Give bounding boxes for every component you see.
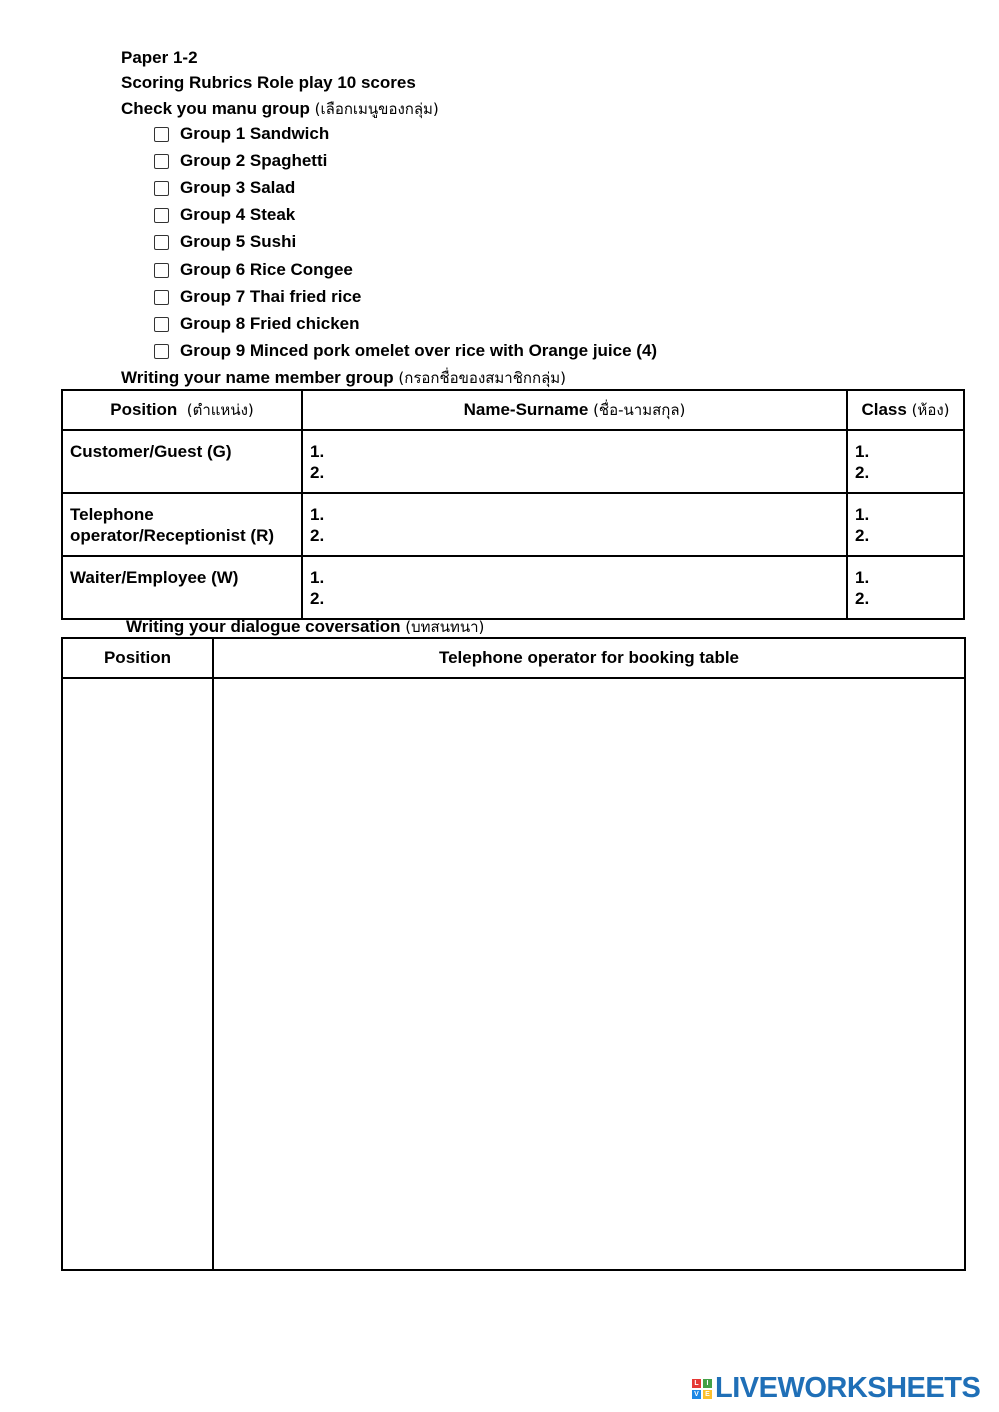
logo-block: L <box>692 1379 701 1388</box>
dialogue-heading-label: Writing your dialogue coversation <box>126 617 401 636</box>
group-label: Group 6 Rice Congee <box>180 260 353 279</box>
header-class-thai: (ห้อง) <box>911 401 950 419</box>
group-option-7[interactable] <box>154 286 361 308</box>
name-number-1: 1. <box>310 442 325 461</box>
class-input-cell[interactable] <box>847 556 964 619</box>
dialogue-heading <box>126 615 484 639</box>
table-row <box>62 556 964 619</box>
table-row <box>62 430 964 493</box>
checkbox[interactable] <box>154 235 169 250</box>
check-menu-thai: (เลือกเมนูของกลุ่ม) <box>314 100 439 118</box>
group-label: Group 7 Thai fried rice <box>180 287 362 306</box>
members-table <box>61 389 965 620</box>
class-input-cell[interactable] <box>847 493 964 556</box>
logo-block: E <box>703 1390 712 1399</box>
group-label: Group 5 Sushi <box>180 232 297 251</box>
group-option-2[interactable] <box>154 150 327 172</box>
class-number-2: 2. <box>855 526 870 545</box>
name-input-cell[interactable] <box>302 556 847 619</box>
position-line2: operator/Receptionist (R) <box>70 526 275 545</box>
position-cell <box>62 430 302 493</box>
position-cell <box>62 556 302 619</box>
group-option-5[interactable] <box>154 231 296 253</box>
members-heading-label: Writing your name member group <box>121 368 394 387</box>
checkbox[interactable] <box>154 317 169 332</box>
group-option-9[interactable] <box>154 340 657 362</box>
header-position-label: Position <box>110 400 178 419</box>
header-class-label: Class <box>861 400 907 419</box>
rubric-title: Scoring Rubrics Role play 10 scores <box>121 73 416 92</box>
checkbox[interactable] <box>154 154 169 169</box>
dialogue-table <box>61 637 966 1271</box>
name-number-2: 2. <box>310 463 325 482</box>
header-dialogue-scene: Telephone operator for booking table <box>213 638 965 678</box>
checkbox[interactable] <box>154 290 169 305</box>
checkbox[interactable] <box>154 181 169 196</box>
checkbox[interactable] <box>154 263 169 278</box>
position-cell <box>62 493 302 556</box>
paper-label: Paper 1-2 <box>121 48 198 67</box>
header-name-thai: (ชื่อ-นามสกุล) <box>593 401 686 419</box>
logo-blocks-icon <box>692 1379 712 1399</box>
table-row <box>62 493 964 556</box>
logo-block: V <box>692 1390 701 1399</box>
class-number-1: 1. <box>855 442 870 461</box>
group-option-1[interactable] <box>154 123 329 145</box>
name-number-2: 2. <box>310 589 325 608</box>
check-menu-heading <box>121 97 439 121</box>
group-option-8[interactable] <box>154 313 360 335</box>
class-input-cell[interactable] <box>847 430 964 493</box>
header-name-label: Name-Surname <box>463 400 589 419</box>
group-label: Group 1 Sandwich <box>180 124 330 143</box>
members-heading <box>121 366 566 390</box>
logo-block: I <box>703 1379 712 1388</box>
name-input-cell[interactable] <box>302 493 847 556</box>
dialogue-text-input[interactable] <box>213 678 965 1270</box>
header-name <box>302 390 847 430</box>
group-label: Group 8 Fried chicken <box>180 314 360 333</box>
name-input-cell[interactable] <box>302 430 847 493</box>
class-number-2: 2. <box>855 589 870 608</box>
position-line1: Waiter/Employee (W) <box>70 568 239 587</box>
check-menu-label: Check you manu group <box>121 99 310 118</box>
dialogue-heading-thai: (บทสนทนา) <box>405 618 485 636</box>
header-dialogue-position: Position <box>62 638 213 678</box>
checkbox[interactable] <box>154 127 169 142</box>
group-option-6[interactable] <box>154 259 353 281</box>
group-option-3[interactable] <box>154 177 295 199</box>
position-line1: Customer/Guest (G) <box>70 442 232 461</box>
name-number-1: 1. <box>310 505 325 524</box>
checkbox[interactable] <box>154 208 169 223</box>
group-label: Group 4 Steak <box>180 205 296 224</box>
class-number-1: 1. <box>855 568 870 587</box>
header-position <box>62 390 302 430</box>
name-number-1: 1. <box>310 568 325 587</box>
checkbox[interactable] <box>154 344 169 359</box>
group-label: Group 9 Minced pork omelet over rice with Orange juice (4) <box>180 341 658 360</box>
class-number-1: 1. <box>855 505 870 524</box>
header-position-thai: (ตำแหน่ง) <box>186 401 254 419</box>
position-line1: Telephone <box>70 505 154 524</box>
liveworksheets-logo <box>692 1372 980 1405</box>
dialogue-position-input[interactable] <box>62 678 213 1270</box>
name-number-2: 2. <box>310 526 325 545</box>
class-number-2: 2. <box>855 463 870 482</box>
logo-text: LIVEWORKSHEETS <box>715 1372 981 1404</box>
group-option-4[interactable] <box>154 204 295 226</box>
group-label: Group 3 Salad <box>180 178 296 197</box>
members-heading-thai: (กรอกชื่อของสมาชิกกลุ่ม) <box>398 369 567 387</box>
group-label: Group 2 Spaghetti <box>180 151 328 170</box>
header-class <box>847 390 964 430</box>
